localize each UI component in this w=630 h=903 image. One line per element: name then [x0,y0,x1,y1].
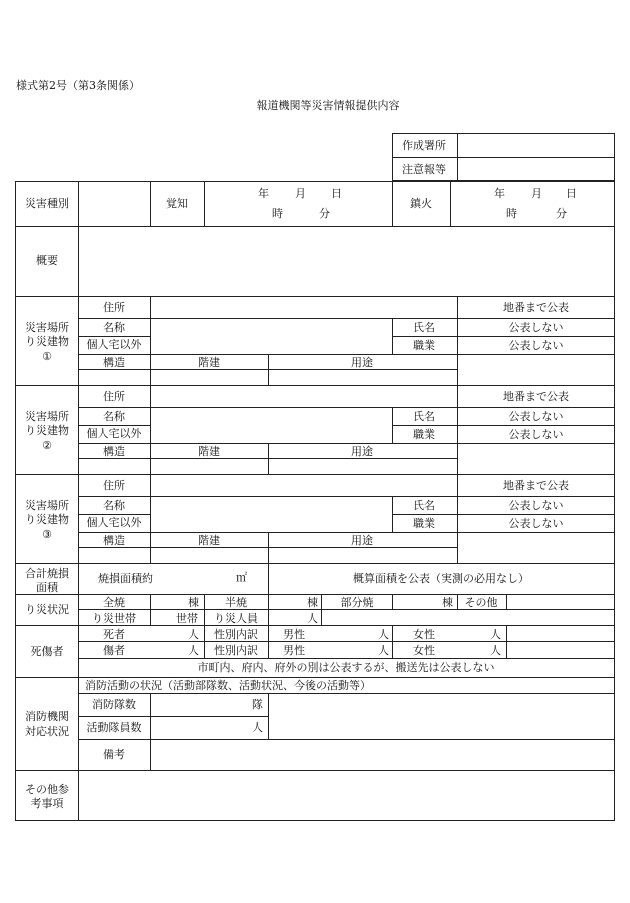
aware-day: 日 [331,187,342,200]
burned-area-label: 焼損面積約 [98,572,153,585]
dead-unit: 人 [188,628,199,641]
area-unit: ㎡ [236,571,247,584]
injured-gender-label: 性別内訳 [214,644,258,657]
half-burn-label: 半焼 [225,596,247,609]
place-3-structure-label: 構造 [103,534,125,547]
out-month: 月 [531,187,542,200]
place-2-except-private: 個人宅以外 [86,427,142,440]
disaster-type-label: 災害種別 [25,197,69,210]
other-burn-label: その他 [464,596,498,609]
units-label: 消防隊数 [92,698,136,711]
place-1-address-label: 住所 [103,301,125,314]
aware-year: 年 [258,187,269,200]
place-3-number: ③ [42,528,52,541]
out-hour: 時 [506,207,517,220]
form-number: 様式第2号（第3条関係） [16,79,140,92]
place-3-owner-note: 公表しない [508,499,564,512]
place-2-number: ② [42,439,52,452]
place-3-name-label: 名称 [103,499,125,512]
injured-male-unit: 人 [378,644,389,657]
place-3-occupation-note: 公表しない [508,517,564,530]
aware-month: 月 [295,187,306,200]
total-area-label: 合計焼損 [25,567,69,580]
place-2-occupation-note: 公表しない [508,428,564,441]
place-3-occupation-label: 職業 [413,517,435,530]
overview-label: 概要 [36,254,58,267]
place-2-floors-label: 階建 [198,445,220,458]
fire-response-label: 消防機関 [25,710,69,723]
damage-label: り災状況 [25,603,69,616]
place-1-name-label: 名称 [103,321,125,334]
place-2-address-label: 住所 [103,390,125,403]
dead-male-label: 男性 [283,628,305,641]
dead-label: 死者 [103,628,125,641]
place-1-label: 災害場所 [25,321,69,334]
dead-male-unit: 人 [378,628,389,641]
injured-label: 傷者 [103,644,125,657]
place-1-structure-label: 構造 [103,356,125,369]
place-2-name-label: 名称 [103,410,125,423]
place-2-label: 災害場所 [25,410,69,423]
place-1-except-private: 個人宅以外 [86,338,142,351]
dead-gender-label: 性別内訳 [214,628,258,641]
place-2-owner-note: 公表しない [508,410,564,423]
out-minute: 分 [556,207,567,220]
full-burn-label: 全焼 [103,596,125,609]
place-1-address-note: 地番まで公表 [503,301,569,314]
partial-burn-unit: 棟 [442,596,453,609]
place-2-address-note: 地番まで公表 [503,390,569,403]
injured-unit: 人 [188,644,199,657]
place-1-owner-label: 氏名 [413,321,435,334]
injured-male-label: 男性 [283,644,305,657]
injured-female-label: 女性 [413,644,435,657]
page-title: 報道機関等災害情報提供内容 [256,99,400,112]
place-3-label: 災害場所 [25,499,69,512]
place-1-owner-note: 公表しない [508,321,564,334]
aware-hour: 時 [272,207,283,220]
place-3-address-note: 地番まで公表 [503,479,569,492]
members-label: 活動隊員数 [86,721,142,734]
place-1-occupation-label: 職業 [413,339,435,352]
place-3-except-private: 個人宅以外 [86,516,142,529]
activities-label: 消防活動の状況（活動部隊数、活動状況、今後の活動等） [85,679,371,692]
remarks-label: 備考 [103,748,125,761]
place-3-address-label: 住所 [103,479,125,492]
units-unit: 隊 [252,698,263,711]
members-unit: 人 [252,721,263,734]
half-burn-unit: 棟 [307,596,318,609]
place-1-use-label: 用途 [351,356,373,369]
place-3-label-2: り災建物 [25,513,69,526]
place-1-number: ① [42,350,52,363]
dead-female-unit: 人 [490,628,501,641]
reporter-label: 注意報等 [402,163,446,176]
place-3-use-label: 用途 [351,534,373,547]
out-year: 年 [494,187,505,200]
place-2-occupation-label: 職業 [413,428,435,441]
injured-female-unit: 人 [490,644,501,657]
place-2-label-2: り災建物 [25,424,69,437]
persons-unit: 人 [307,612,318,625]
place-2-owner-label: 氏名 [413,410,435,423]
place-1-label-2: り災建物 [25,335,69,348]
dead-female-label: 女性 [413,628,435,641]
place-1-occupation-note: 公表しない [508,339,564,352]
persons-label: り災人員 [214,612,258,625]
aware-label: 覚知 [166,197,188,210]
fire-response-label-2: 対応状況 [25,725,69,738]
place-2-use-label: 用途 [351,445,373,458]
other-label-2: 考事項 [30,797,64,810]
total-area-label-2: 面積 [36,581,58,594]
place-3-owner-label: 氏名 [413,499,435,512]
place-3-floors-label: 階建 [198,534,220,547]
area-note: 概算面積を公表（実測の必用なし） [353,572,529,585]
station-label: 作成署所 [402,139,446,152]
casualties-label: 死傷者 [30,645,64,658]
partial-burn-label: 部分焼 [340,596,374,609]
fire-out-label: 鎮火 [410,197,432,210]
casualties-note: 市町内、府内、府外の別は公表するが、搬送先は公表しない [197,661,495,674]
place-1-floors-label: 階建 [198,356,220,369]
full-burn-unit: 棟 [188,596,199,609]
out-day: 日 [566,187,577,200]
place-2-structure-label: 構造 [103,445,125,458]
aware-minute: 分 [319,207,330,220]
other-label: その他参 [25,783,69,796]
households-label: り災世帯 [92,612,136,625]
households-unit: 世帯 [176,612,198,625]
